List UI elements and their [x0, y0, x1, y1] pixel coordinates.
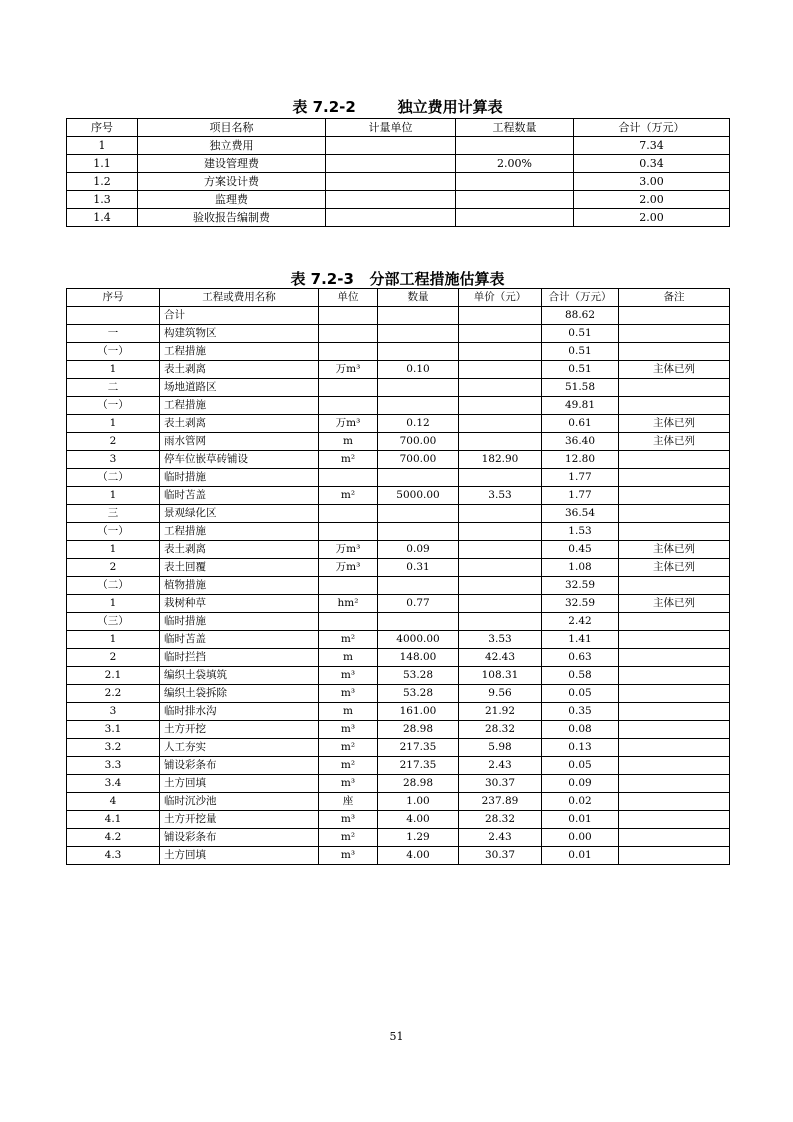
table-cell: 0.45	[542, 541, 619, 559]
table-row	[67, 451, 730, 469]
table-cell	[619, 379, 730, 397]
table-cell: 2.00	[574, 191, 730, 209]
table-cell: 临时沉沙池	[160, 793, 319, 811]
table-cell: m³	[319, 811, 378, 829]
table2-header-row	[67, 289, 730, 307]
table-cell: 0.13	[542, 739, 619, 757]
table1-header-cell: 项目名称	[138, 119, 326, 137]
table-cell: 表土剥离	[160, 361, 319, 379]
table-cell	[319, 379, 378, 397]
table-row	[67, 613, 730, 631]
table-cell: （一）	[67, 397, 160, 415]
table-cell: 0.01	[542, 811, 619, 829]
table-cell	[619, 325, 730, 343]
table-cell: 0.09	[378, 541, 459, 559]
table-cell: 9.56	[459, 685, 542, 703]
table-cell	[319, 325, 378, 343]
table-cell: 0.51	[542, 361, 619, 379]
table-cell: 验收报告编制费	[138, 209, 326, 227]
table-cell: 土方开挖量	[160, 811, 319, 829]
table-cell	[67, 307, 160, 325]
table-cell	[459, 325, 542, 343]
table-cell: 停车位嵌草砖铺设	[160, 451, 319, 469]
table2-header-cell: 工程或费用名称	[160, 289, 319, 307]
table-cell	[459, 415, 542, 433]
table-row	[67, 415, 730, 433]
table-cell: 临时苫盖	[160, 631, 319, 649]
table-row	[67, 793, 730, 811]
table-cell: 2.43	[459, 757, 542, 775]
table-cell	[319, 307, 378, 325]
table-cell: 主体已列	[619, 433, 730, 451]
table-cell	[619, 739, 730, 757]
table-cell	[456, 191, 574, 209]
table-cell	[378, 469, 459, 487]
table-cell: 主体已列	[619, 559, 730, 577]
table-cell: 编织土袋拆除	[160, 685, 319, 703]
table-cell: 3.00	[574, 173, 730, 191]
table2-header-cell: 序号	[67, 289, 160, 307]
table-cell: 5000.00	[378, 487, 459, 505]
table2-header-cell: 单价（元）	[459, 289, 542, 307]
table-cell: 148.00	[378, 649, 459, 667]
table-cell: 1	[67, 541, 160, 559]
table-cell: 217.35	[378, 757, 459, 775]
table-cell	[378, 505, 459, 523]
table-cell	[459, 361, 542, 379]
table-cell: 1	[67, 487, 160, 505]
table-cell: 42.43	[459, 649, 542, 667]
table-cell: 三	[67, 505, 160, 523]
table-cell	[319, 613, 378, 631]
table-cell	[459, 397, 542, 415]
table-cell	[456, 137, 574, 155]
table-cell: 7.34	[574, 137, 730, 155]
table-cell	[619, 631, 730, 649]
table-cell: 182.90	[459, 451, 542, 469]
table-row	[67, 343, 730, 361]
table-cell: m³	[319, 685, 378, 703]
table-cell: 0.31	[378, 559, 459, 577]
table-row	[67, 631, 730, 649]
table-cell: 座	[319, 793, 378, 811]
table-row	[67, 173, 730, 191]
table-cell: 2.43	[459, 829, 542, 847]
table-cell	[619, 505, 730, 523]
table-row	[67, 137, 730, 155]
table-cell: 4.00	[378, 811, 459, 829]
table-cell: 万m³	[319, 559, 378, 577]
table-cell: m³	[319, 775, 378, 793]
table-cell	[619, 487, 730, 505]
table-cell: 1	[67, 137, 138, 155]
table-cell: 4	[67, 793, 160, 811]
table1-header-row	[67, 119, 730, 137]
table-cell: 0.51	[542, 343, 619, 361]
table-cell: 51.58	[542, 379, 619, 397]
table-cell: 2.42	[542, 613, 619, 631]
table-cell: 1.00	[378, 793, 459, 811]
table1-header-cell: 计量单位	[326, 119, 456, 137]
table-cell: 28.32	[459, 811, 542, 829]
table-cell: 土方回填	[160, 847, 319, 865]
table-cell: 万m³	[319, 415, 378, 433]
table-cell: 21.92	[459, 703, 542, 721]
table-cell: 3.1	[67, 721, 160, 739]
table-cell: 0.58	[542, 667, 619, 685]
table-cell: m	[319, 703, 378, 721]
table-cell: 5.98	[459, 739, 542, 757]
table-cell: 1	[67, 631, 160, 649]
table-cell: 临时措施	[160, 613, 319, 631]
table-cell: m²	[319, 451, 378, 469]
table-cell	[456, 209, 574, 227]
table-cell: 0.00	[542, 829, 619, 847]
table-cell	[459, 505, 542, 523]
table-cell	[378, 523, 459, 541]
table-cell: m²	[319, 757, 378, 775]
table-cell	[619, 847, 730, 865]
table-cell: 1.41	[542, 631, 619, 649]
table-cell	[378, 379, 459, 397]
table-cell	[459, 541, 542, 559]
table-cell: 2	[67, 649, 160, 667]
table2-title: 表 7.2-3 分部工程措施估算表	[290, 270, 505, 288]
table-cell	[459, 307, 542, 325]
table-row	[67, 559, 730, 577]
table-row	[67, 667, 730, 685]
table-cell: m²	[319, 739, 378, 757]
table-cell: 0.61	[542, 415, 619, 433]
table-cell	[319, 505, 378, 523]
table-cell: 36.40	[542, 433, 619, 451]
table-row	[67, 721, 730, 739]
table-cell	[459, 379, 542, 397]
table-row	[67, 191, 730, 209]
table-cell	[319, 397, 378, 415]
table-cell: 32.59	[542, 577, 619, 595]
table-cell	[326, 137, 456, 155]
table-cell	[459, 523, 542, 541]
table-cell	[326, 173, 456, 191]
table-cell: 30.37	[459, 847, 542, 865]
table-cell: 1.77	[542, 469, 619, 487]
table-cell	[459, 433, 542, 451]
table-cell: m	[319, 433, 378, 451]
table-cell: 1	[67, 415, 160, 433]
table-cell: 1.4	[67, 209, 138, 227]
independent-cost-table	[66, 118, 730, 227]
table-cell: 0.08	[542, 721, 619, 739]
table-row	[67, 325, 730, 343]
table-cell: 表土回覆	[160, 559, 319, 577]
table-cell: 雨水管网	[160, 433, 319, 451]
table-cell: 栽树种草	[160, 595, 319, 613]
table-cell	[619, 469, 730, 487]
table2-header-cell: 单位	[319, 289, 378, 307]
table-cell: （二）	[67, 469, 160, 487]
table-cell: 铺设彩条布	[160, 757, 319, 775]
table-cell: 工程措施	[160, 397, 319, 415]
table-cell	[619, 343, 730, 361]
table-cell: 独立费用	[138, 137, 326, 155]
table-cell: m²	[319, 829, 378, 847]
table-cell: 3.4	[67, 775, 160, 793]
table-cell: 植物措施	[160, 577, 319, 595]
table-row	[67, 505, 730, 523]
table-cell: 0.09	[542, 775, 619, 793]
table-cell	[619, 829, 730, 847]
table-cell: 0.12	[378, 415, 459, 433]
table-cell	[619, 685, 730, 703]
table-cell: m²	[319, 487, 378, 505]
table-cell: 53.28	[378, 667, 459, 685]
measures-estimate-table	[66, 288, 730, 865]
table-cell: 2.1	[67, 667, 160, 685]
table-cell: 4.2	[67, 829, 160, 847]
table-cell: 3.3	[67, 757, 160, 775]
table-cell: 主体已列	[619, 415, 730, 433]
table-cell: 0.34	[574, 155, 730, 173]
table-cell: 2.00%	[456, 155, 574, 173]
table-cell: 2	[67, 559, 160, 577]
table-cell	[326, 191, 456, 209]
table-row	[67, 397, 730, 415]
table-cell: 0.05	[542, 757, 619, 775]
table-cell: m³	[319, 721, 378, 739]
table-cell: 2.2	[67, 685, 160, 703]
table-cell: 700.00	[378, 433, 459, 451]
table-cell: m³	[319, 667, 378, 685]
table-cell: 万m³	[319, 361, 378, 379]
table-cell: （一）	[67, 523, 160, 541]
table-cell: 合计	[160, 307, 319, 325]
table-cell: 32.59	[542, 595, 619, 613]
table-cell: 临时排水沟	[160, 703, 319, 721]
table-row	[67, 577, 730, 595]
page-number: 51	[389, 1030, 404, 1043]
table-cell: 二	[67, 379, 160, 397]
table-cell	[459, 343, 542, 361]
table-cell: 36.54	[542, 505, 619, 523]
table-cell: 1	[67, 595, 160, 613]
table-cell	[326, 209, 456, 227]
table-cell: 4.00	[378, 847, 459, 865]
table-cell	[378, 325, 459, 343]
table-row	[67, 433, 730, 451]
table-cell: 30.37	[459, 775, 542, 793]
table-cell: 0.02	[542, 793, 619, 811]
table-cell: 237.89	[459, 793, 542, 811]
table-cell	[619, 667, 730, 685]
table-cell: 万m³	[319, 541, 378, 559]
table-cell: 0.01	[542, 847, 619, 865]
table-cell: 28.32	[459, 721, 542, 739]
table-cell: 土方回填	[160, 775, 319, 793]
table-cell	[459, 559, 542, 577]
table-cell: 3.2	[67, 739, 160, 757]
table-row	[67, 775, 730, 793]
table-cell	[619, 811, 730, 829]
table-cell: 4.3	[67, 847, 160, 865]
table-cell	[456, 173, 574, 191]
table-cell: 1.29	[378, 829, 459, 847]
table-cell: （二）	[67, 577, 160, 595]
table-cell	[319, 577, 378, 595]
table-cell: 一	[67, 325, 160, 343]
table-cell: 161.00	[378, 703, 459, 721]
table1-title: 表 7.2-2 独立费用计算表	[292, 98, 503, 116]
table-row	[67, 307, 730, 325]
table-cell: 88.62	[542, 307, 619, 325]
table-cell: 0.51	[542, 325, 619, 343]
table-row	[67, 649, 730, 667]
table-cell: 0.35	[542, 703, 619, 721]
table-cell: 3	[67, 703, 160, 721]
table-cell	[619, 793, 730, 811]
table-cell: m²	[319, 631, 378, 649]
table-cell: 表土剥离	[160, 415, 319, 433]
table-row	[67, 541, 730, 559]
table-cell	[459, 577, 542, 595]
table-cell	[619, 397, 730, 415]
table-cell	[619, 703, 730, 721]
table-row	[67, 361, 730, 379]
table-cell: 方案设计费	[138, 173, 326, 191]
table-cell	[619, 757, 730, 775]
table-cell	[378, 307, 459, 325]
table-cell: 1	[67, 361, 160, 379]
table-cell: 3.53	[459, 487, 542, 505]
table-row	[67, 847, 730, 865]
table-cell: 1.1	[67, 155, 138, 173]
table-cell	[619, 523, 730, 541]
table-row	[67, 469, 730, 487]
table-cell	[459, 469, 542, 487]
table-cell: 0.63	[542, 649, 619, 667]
table-cell: 28.98	[378, 775, 459, 793]
table-cell: 2	[67, 433, 160, 451]
table1-header-cell: 合计（万元）	[574, 119, 730, 137]
table-cell	[619, 613, 730, 631]
table-cell: 12.80	[542, 451, 619, 469]
table-cell: 1.2	[67, 173, 138, 191]
table-cell	[459, 595, 542, 613]
table-cell: 4.1	[67, 811, 160, 829]
table-cell: 0.77	[378, 595, 459, 613]
table-cell: 构建筑物区	[160, 325, 319, 343]
table-cell: 1.53	[542, 523, 619, 541]
table-cell	[619, 721, 730, 739]
table-cell	[459, 613, 542, 631]
table-cell: 主体已列	[619, 361, 730, 379]
table-cell	[378, 343, 459, 361]
table-cell	[326, 155, 456, 173]
table-row	[67, 379, 730, 397]
table-cell: hm²	[319, 595, 378, 613]
table-cell: 临时拦挡	[160, 649, 319, 667]
table-cell	[319, 469, 378, 487]
table-cell: （一）	[67, 343, 160, 361]
table-cell: 0.10	[378, 361, 459, 379]
table-cell: 53.28	[378, 685, 459, 703]
table-cell: m	[319, 649, 378, 667]
table-cell: 临时措施	[160, 469, 319, 487]
table-row	[67, 739, 730, 757]
table-row	[67, 685, 730, 703]
table-cell: 217.35	[378, 739, 459, 757]
table-cell	[619, 577, 730, 595]
table-row	[67, 757, 730, 775]
table-cell: 建设管理费	[138, 155, 326, 173]
table-row	[67, 487, 730, 505]
table-cell: 0.05	[542, 685, 619, 703]
table-cell: 49.81	[542, 397, 619, 415]
table-cell	[619, 307, 730, 325]
table2-header-cell: 合计（万元）	[542, 289, 619, 307]
table1-header-cell: 序号	[67, 119, 138, 137]
table-cell: （三）	[67, 613, 160, 631]
table-cell: 临时苫盖	[160, 487, 319, 505]
table-cell	[378, 577, 459, 595]
table-cell: 监理费	[138, 191, 326, 209]
table-cell	[378, 397, 459, 415]
table-cell: 景观绿化区	[160, 505, 319, 523]
table-cell	[619, 451, 730, 469]
table1-header-cell: 工程数量	[456, 119, 574, 137]
table-cell: 1.3	[67, 191, 138, 209]
table-cell: 编织土袋填筑	[160, 667, 319, 685]
table-cell: 人工夯实	[160, 739, 319, 757]
table-cell	[319, 343, 378, 361]
table2-header-cell: 备注	[619, 289, 730, 307]
table-row	[67, 703, 730, 721]
table-cell: 1.08	[542, 559, 619, 577]
table-cell: 3.53	[459, 631, 542, 649]
table-cell: 700.00	[378, 451, 459, 469]
table-cell: 铺设彩条布	[160, 829, 319, 847]
table-cell: 2.00	[574, 209, 730, 227]
table-row	[67, 155, 730, 173]
table-row	[67, 829, 730, 847]
table-row	[67, 209, 730, 227]
table-cell: 土方开挖	[160, 721, 319, 739]
table-row	[67, 811, 730, 829]
table-cell: 场地道路区	[160, 379, 319, 397]
table-cell: 工程措施	[160, 523, 319, 541]
table-cell: 主体已列	[619, 541, 730, 559]
table-cell	[378, 613, 459, 631]
table-cell: 1.77	[542, 487, 619, 505]
table-cell: 表土剥离	[160, 541, 319, 559]
table-cell	[619, 775, 730, 793]
table2-header-cell: 数量	[378, 289, 459, 307]
table-cell: 工程措施	[160, 343, 319, 361]
table-cell: 3	[67, 451, 160, 469]
table-row	[67, 595, 730, 613]
table-cell	[619, 649, 730, 667]
table-cell: 108.31	[459, 667, 542, 685]
table-cell: m³	[319, 847, 378, 865]
table-cell: 主体已列	[619, 595, 730, 613]
table-cell: 4000.00	[378, 631, 459, 649]
table-row	[67, 523, 730, 541]
table-cell: 28.98	[378, 721, 459, 739]
table-cell	[319, 523, 378, 541]
